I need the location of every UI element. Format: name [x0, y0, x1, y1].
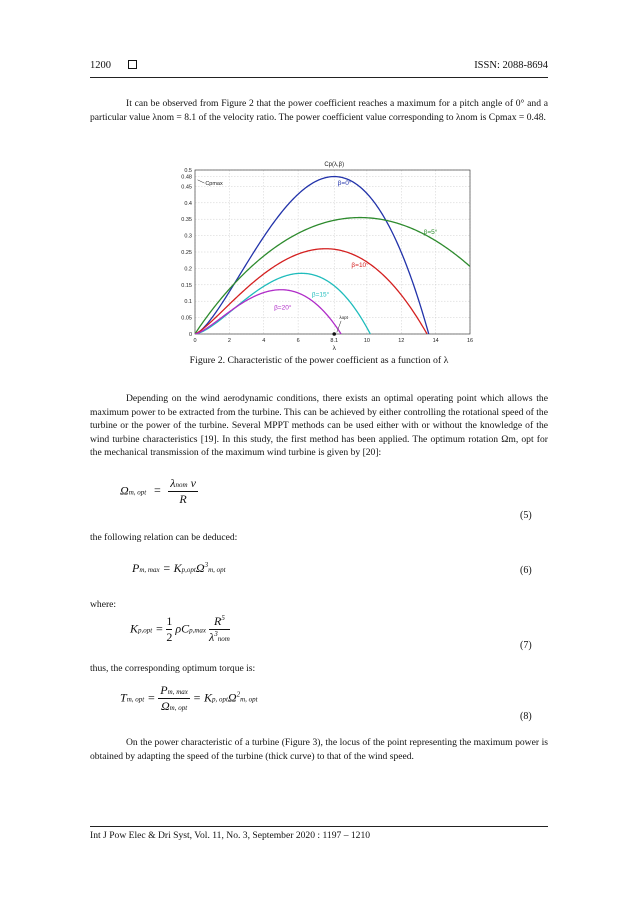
y-tick-label: 0.48: [181, 174, 192, 181]
series-label: β=0°: [337, 179, 352, 187]
y-tick-label: 0.3: [184, 233, 192, 240]
x-axis-label: λ: [332, 345, 336, 350]
page-number: 1200: [90, 60, 137, 71]
x-tick-label: 6: [296, 338, 300, 344]
chart-grid: [195, 170, 470, 334]
mppt-paragraph: Depending on the wind aerodynamic conditions, there exists an optimal operating point which allows the maximum power to be extracted from the turbine. This can be achieved by either controlling the rotational speed of the turbine or the power of the turbine. Several MPPT methods can be used either with or without the knowledge of the wind turbine characteristics [19]. In this study, the first method has been applied. The optimum rotation Ωm, opt for the mechanical transmission of the maximum wind turbine is given by [20]:: [90, 393, 548, 459]
lambda-opt-marker: [332, 332, 336, 336]
x-tick-label: 12: [398, 338, 405, 344]
x-tick-label: 14: [432, 338, 439, 344]
x-tick-label: 0: [193, 338, 197, 344]
x-tick-label: 4: [262, 338, 266, 344]
equation-8: Tm, opt = Pm, max Ωm, opt = Kp, optΩ$^2$m, opt: [120, 683, 258, 713]
equation-number-5: (5): [520, 510, 532, 521]
cp-lambda-chart: [150, 150, 490, 350]
y-tick-label: 0.05: [181, 315, 192, 322]
y-tick-label: 0.25: [181, 250, 192, 256]
y-tick-label: 0.15: [181, 282, 192, 289]
series-label: β=10°: [351, 261, 369, 269]
header-rule: [90, 77, 548, 78]
y-tick-label: 0.35: [181, 217, 192, 224]
y-tick-label: 0: [188, 332, 192, 338]
x-tick-label: 8.1: [330, 338, 339, 344]
plot-frame: [195, 170, 470, 334]
figure-caption: Figure 2. Characteristic of the power coefficient as a function of λ: [189, 355, 449, 366]
y-tick-label: 0.2: [184, 266, 192, 273]
footer-rule: [90, 826, 548, 827]
x-tick-label: 10: [363, 338, 370, 344]
issn: ISSN: 2088-8694: [474, 60, 548, 71]
y-tick-label: 0.45: [181, 184, 192, 191]
y-tick-label: 0.1: [184, 299, 192, 306]
locus-paragraph: On the power characteristic of a turbine (Figure 3), the locus of the point representing the maximum power is obtained by adapting the speed of the turbine (thick curve) to that of the wind speed.: [90, 737, 548, 762]
series-label: β=20°: [274, 304, 292, 312]
y-tick-label: 0.4: [184, 200, 192, 207]
intro-paragraph: It can be observed from Figure 2 that the power coefficient reaches a maximum for a pitch angle of 0° and a particular value λnom = 8.1 of the velocity ratio. The power coefficient value corresponding to λnom is Cpmax = 0.48.: [90, 98, 548, 123]
series-label: β=5°: [423, 228, 438, 236]
text-deduced: the following relation can be deduced:: [90, 532, 238, 543]
equation-number-6: (6): [520, 565, 532, 576]
cpmax-annotation: Cpmax: [205, 180, 223, 187]
y-tick-label: 0.5: [184, 168, 192, 174]
cpmax-arrow: [198, 180, 205, 183]
series-line: [195, 177, 429, 334]
equation-7: Kp,opt = $\frac{1}{2}$ ρCp,max $R^5$ $\lambda^3nom$: [130, 614, 230, 644]
square-icon: [128, 60, 137, 69]
equation-6: Pm, max = Kp,optΩ$^3$m, opt: [132, 561, 226, 575]
text-where: where:: [90, 599, 117, 610]
text-torque: thus, the corresponding optimum torque is:: [90, 663, 256, 674]
x-tick-label: 2: [227, 338, 231, 344]
lambda-opt-annotation: λopt: [339, 315, 348, 321]
x-tick-label: 16: [466, 338, 474, 344]
equation-number-8: (8): [520, 711, 532, 722]
equation-5: Ωm, opt = λnom v R: [120, 476, 196, 506]
equation-number-7: (7): [520, 640, 532, 651]
chart-title: Cp(λ,β): [324, 162, 345, 168]
series-label: β=15°: [311, 291, 330, 299]
footer-citation: Int J Pow Elec & Dri Syst, Vol. 11, No. 3, September 2020 : 1197 – 1210: [90, 830, 371, 841]
